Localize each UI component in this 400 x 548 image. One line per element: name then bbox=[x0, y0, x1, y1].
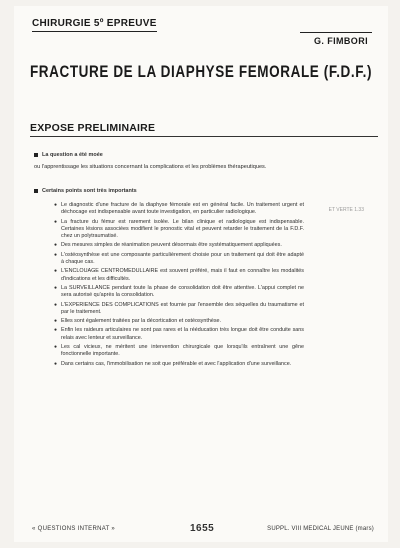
list-item: ● Elles sont également traitées par la décortication et ostéosynthèse. bbox=[54, 318, 304, 325]
margin-bleed-text: ET VERTE 1.33 bbox=[328, 207, 364, 213]
document-page bbox=[14, 6, 388, 542]
list-item: ● L'ENCLOUAGE CENTROMEDULLAIRE est souvent préféré, mais il faut en connaître les modalités d'indications et les difficultés. bbox=[54, 268, 304, 283]
list-item: ● La fracture du fémur est rarement isolée. Le bilan clinique et radiologique est indispensable. Certaines lésions associées modifient le pronostic vital et peuvent retarder le traitement de la F.D.F. chez un polytraumatisé. bbox=[54, 219, 304, 241]
page-title: FRACTURE DE LA DIAPHYSE FEMORALE (F.D.F.) bbox=[29, 62, 373, 81]
list-item: ● La SURVEILLANCE pendant toute la phase de consolidation doit être attentive. L'appui complet ne sera autorisé qu'après la consolidation. bbox=[54, 285, 304, 300]
page-header bbox=[32, 18, 368, 46]
square-bullet-icon bbox=[34, 189, 38, 193]
square-bullet-icon bbox=[34, 153, 38, 157]
bullet-list bbox=[54, 202, 304, 370]
item-paragraph-1: ou l'apprentissage les situations concernant la complications et les problèmes thérapeutiques. bbox=[34, 164, 267, 170]
list-item: ● L'ostéosynthèse est une composante particulièrement choisie pour un traitement qui doit être adapté à chaque cas. bbox=[54, 252, 304, 267]
list-item: ● Dans certains cas, l'immobilisation ne soit que préférable et avec l'application d'une surveillance. bbox=[54, 361, 304, 368]
list-item: ● Le diagnostic d'une fracture de la diaphyse fémorale est en général facile. Un traitement urgent et déchocage est indispensable avant toute investigation, en particulier radiologique. bbox=[54, 202, 304, 217]
item-heading-2-text: Certains points sont très importants bbox=[42, 188, 137, 194]
item-heading-1 bbox=[34, 152, 103, 158]
page-number: 1655 bbox=[190, 523, 215, 534]
list-item: ● L'EXPERIENCE DES COMPLICATIONS est fournie par l'ensemble des séquelles du traumatisme et par le traitement. bbox=[54, 302, 304, 317]
footer-supplement: SUPPL. VIII MEDICAL JEUNE (mars) bbox=[267, 526, 374, 532]
page-footer bbox=[32, 524, 374, 536]
item-heading-2 bbox=[34, 188, 137, 194]
header-author: G. FIMBORI bbox=[314, 36, 368, 46]
header-subject: CHIRURGIE 5º EPREUVE bbox=[32, 18, 157, 29]
list-item: ● Enfin les raideurs articulaires ne sont pas rares et la rééducation très longue doit être conduite sans relais avec lenteur et surveillance. bbox=[54, 327, 304, 342]
list-item: ● Des mesures simples de réanimation peuvent désormais être systématiquement appliquées. bbox=[54, 242, 304, 249]
item-heading-1-text: La question a été moée bbox=[42, 152, 103, 158]
footer-publication: « QUESTIONS INTERNAT » bbox=[32, 526, 116, 532]
section-heading: EXPOSE PRELIMINAIRE bbox=[30, 122, 156, 134]
list-item: ● Les cal vicieux, ne méritent une intervention chirurgicale que lorsqu'ils entraînent une gêne fonctionnelle importante. bbox=[54, 344, 304, 359]
section-divider bbox=[30, 136, 378, 137]
